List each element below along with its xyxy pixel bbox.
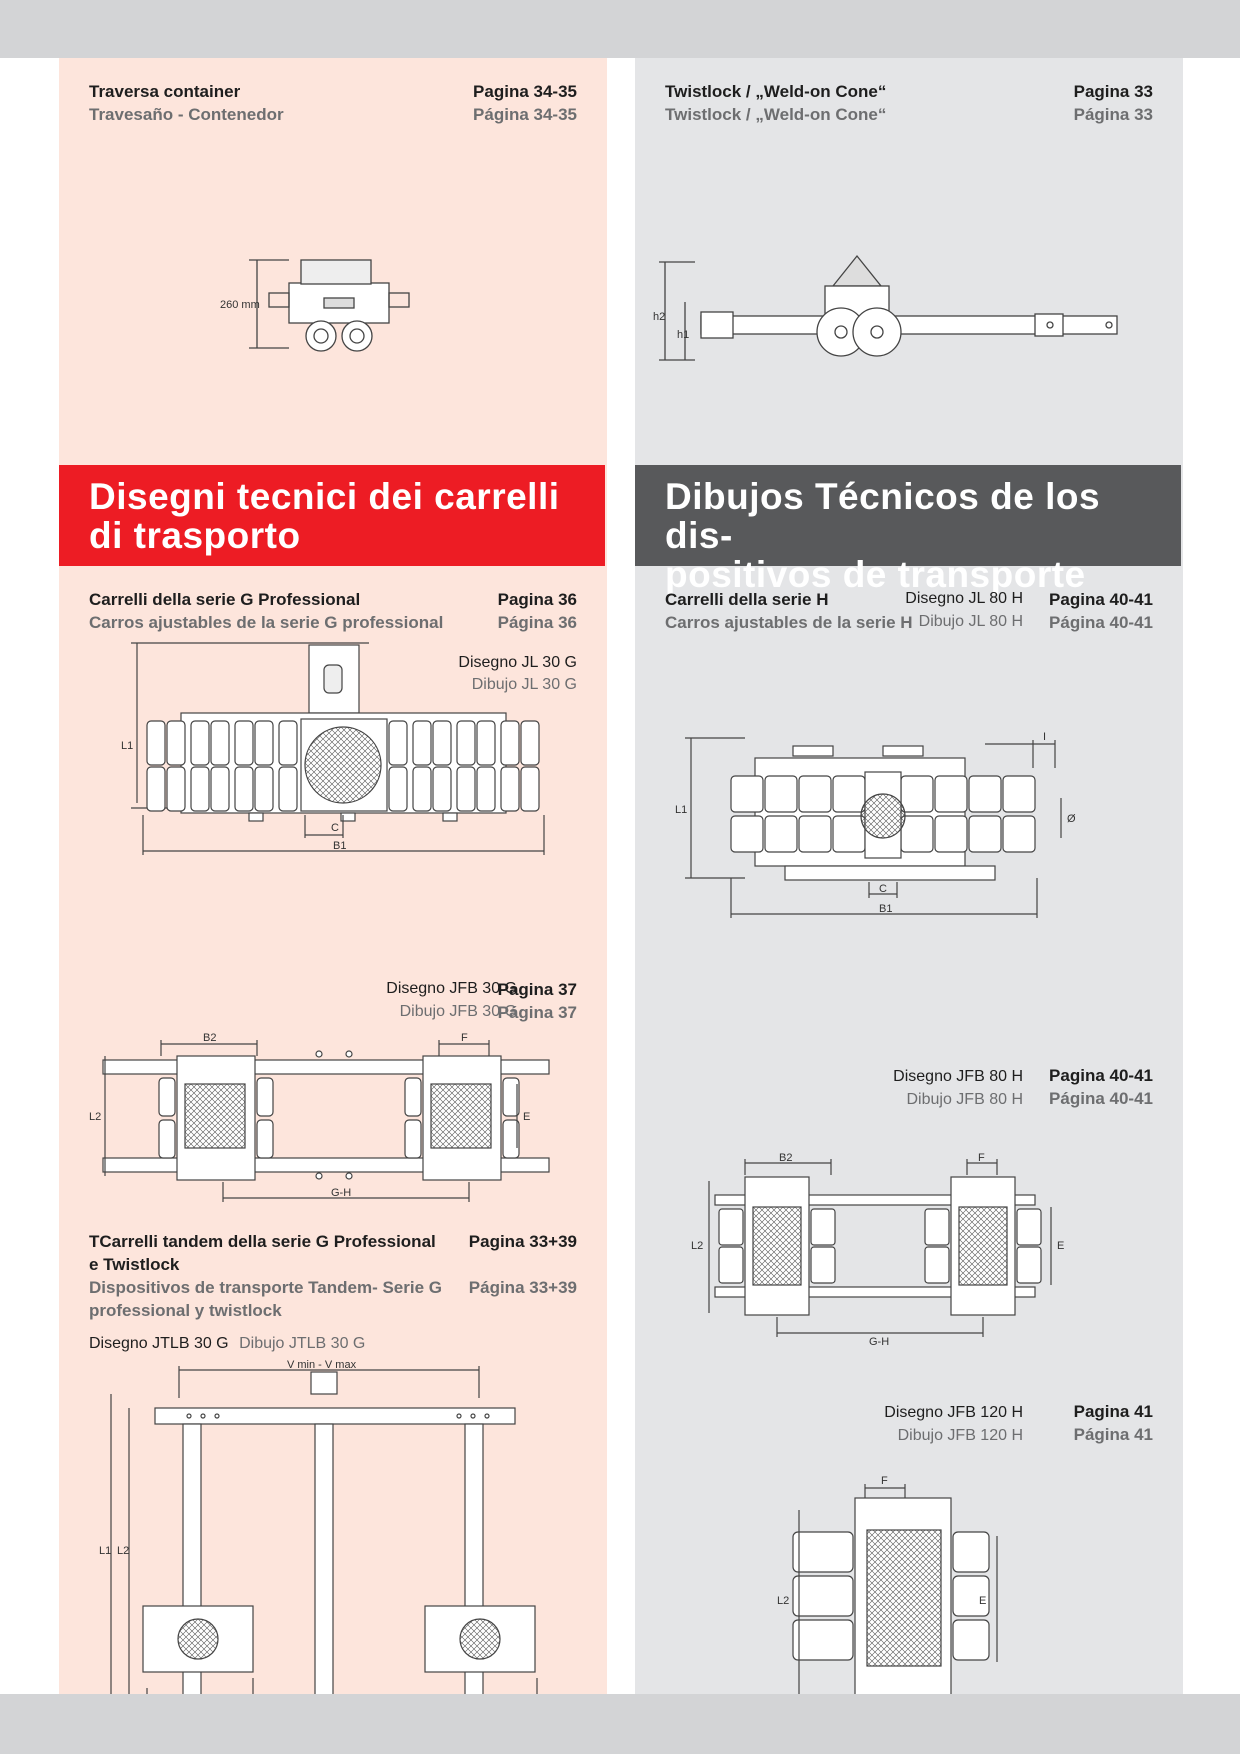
jfb80-drawing-it: Disegno JFB 80 H <box>893 1068 1023 1085</box>
jl30-b1-label: B1 <box>333 840 347 852</box>
tandem-title-it-1: TCarrelli tandem della serie G Professional <box>89 1232 436 1251</box>
jl30-drawing-it: Disegno JL 30 G <box>458 654 577 671</box>
jfb120-page-it: Pagina 41 <box>1073 1402 1153 1421</box>
jtlb30-drawing <box>99 1358 579 1694</box>
jfb30-f-label: F <box>461 1032 468 1044</box>
jtlb30-drawing-it: Disegno JTLB 30 G <box>89 1335 229 1352</box>
jfb30-drawing <box>89 1032 569 1206</box>
traversa-title-es: Travesaño - Contenedor <box>89 105 284 124</box>
top-band <box>0 0 1240 58</box>
jl80-o-label: Ø <box>1067 813 1076 825</box>
jfb80-b2-label: B2 <box>779 1152 793 1164</box>
jl80-drawing-es: Dibujo JL 80 H <box>918 613 1023 630</box>
jfb30-l2-label: L2 <box>89 1111 102 1123</box>
twistlock-page-es: Página 33 <box>1073 105 1153 124</box>
right-header-line-1: Dibujos Técnicos de los dis- <box>665 476 1101 556</box>
tandem-title-es-1: Dispositivos de transporte Tandem- Serie G <box>89 1278 442 1297</box>
jl80-b1-label: B1 <box>879 903 893 915</box>
twistlock-title-it: Twistlock / „Weld-on Cone“ <box>665 82 887 101</box>
jl30-drawing-es: Dibujo JL 30 G <box>471 676 577 693</box>
twistlock-drawing <box>655 248 1125 368</box>
jtlb30-drawing-es: Dibujo JTLB 30 G <box>239 1335 366 1352</box>
bottom-band <box>0 1694 1240 1754</box>
jl80-i-label: I <box>1043 731 1047 743</box>
jl80-drawing-it: Disegno JL 80 H <box>905 590 1023 607</box>
h-series-title-it: Carrelli della serie H <box>665 590 829 609</box>
tandem-title-it-2: e Twistlock <box>89 1255 180 1274</box>
twistlock-page-it: Pagina 33 <box>1073 82 1153 101</box>
jtlb30-v-label: V min - V max <box>287 1359 357 1371</box>
jfb30-drawing-it: Disegno JFB 30 G <box>386 980 517 997</box>
tandem-page-it: Pagina 33+39 <box>468 1232 577 1251</box>
h-series-page-es: Página 40-41 <box>1049 613 1153 632</box>
jfb80-page-es: Página 40-41 <box>1049 1089 1153 1108</box>
right-header-title <box>665 477 1165 594</box>
jfb30-drawing-es: Dibujo JFB 30 G <box>399 1003 517 1020</box>
jfb80-gh-label: G-H <box>869 1336 890 1348</box>
traversa-title-it: Traversa container <box>89 82 241 101</box>
jl30-l1-label: L1 <box>121 740 134 752</box>
g-series-page-es: Página 36 <box>497 613 577 632</box>
jfb80-drawing-es: Dibujo JFB 80 H <box>906 1091 1023 1108</box>
left-section-header <box>59 465 605 566</box>
jfb120-f-label: F <box>881 1475 888 1487</box>
g-series-title-es: Carros ajustables de la serie G professional <box>89 613 444 632</box>
jl30-drawing <box>119 643 559 888</box>
jfb120-page-es: Página 41 <box>1073 1425 1153 1444</box>
h-series-page-it: Pagina 40-41 <box>1049 590 1153 609</box>
jfb120-l2-label: L2 <box>777 1595 790 1607</box>
tandem-page-es: Página 33+39 <box>468 1278 577 1297</box>
jl30-c-label: C <box>331 822 339 834</box>
right-section-header <box>635 465 1181 595</box>
jl80-drawing <box>675 728 1115 938</box>
h-series-title-es: Carros ajustables de la serie H <box>665 613 913 632</box>
jtlb30-l1-label: L1 <box>99 1545 112 1557</box>
jfb80-l2-label: L2 <box>691 1240 704 1252</box>
traversa-dim-label: 260 mm <box>220 299 260 311</box>
jl80-l1-label: L1 <box>675 804 688 816</box>
jfb80-e-label: E <box>1057 1240 1065 1252</box>
jfb120-e-label: E <box>979 1595 987 1607</box>
g-series-page-it: Pagina 36 <box>497 590 577 609</box>
right-column <box>635 58 1183 1694</box>
tandem-title-es-2: professional y twistlock <box>89 1301 282 1320</box>
jl80-c-label: C <box>879 883 887 895</box>
twistlock-title-es: Twistlock / „Weld-on Cone“ <box>665 105 887 124</box>
left-header-title: Disegni tecnici dei carrelli di trasporto <box>89 476 560 556</box>
jfb80-drawing <box>691 1152 1105 1348</box>
g-series-title-it: Carrelli della serie G Professional <box>89 590 361 609</box>
jtlb30-drawing-row <box>89 1333 365 1355</box>
traversa-drawing <box>220 248 469 368</box>
traversa-page-it: Pagina 34-35 <box>473 82 577 101</box>
jfb80-page-it: Pagina 40-41 <box>1049 1066 1153 1085</box>
jfb30-page-es: Página 37 <box>497 1003 577 1022</box>
jfb30-e-label: E <box>523 1111 531 1123</box>
jfb120-drawing <box>777 1418 1015 1694</box>
jfb30-gh-label: G-H <box>331 1187 352 1199</box>
left-column <box>59 58 607 1694</box>
twistlock-h2-label: h2 <box>653 311 666 323</box>
jtlb30-l2-label: L2 <box>117 1545 130 1557</box>
right-header-line-2: positivos de transporte <box>665 554 1086 595</box>
jfb30-b2-label: B2 <box>203 1032 217 1044</box>
jfb120-drawing-it: Disegno JFB 120 H <box>884 1404 1023 1421</box>
jfb120-drawing-es: Dibujo JFB 120 H <box>897 1427 1023 1444</box>
traversa-page-es: Página 34-35 <box>473 105 577 124</box>
jfb30-page-it: Pagina 37 <box>497 980 577 999</box>
jfb80-f-label: F <box>978 1152 985 1164</box>
twistlock-h1-label: h1 <box>677 329 690 341</box>
